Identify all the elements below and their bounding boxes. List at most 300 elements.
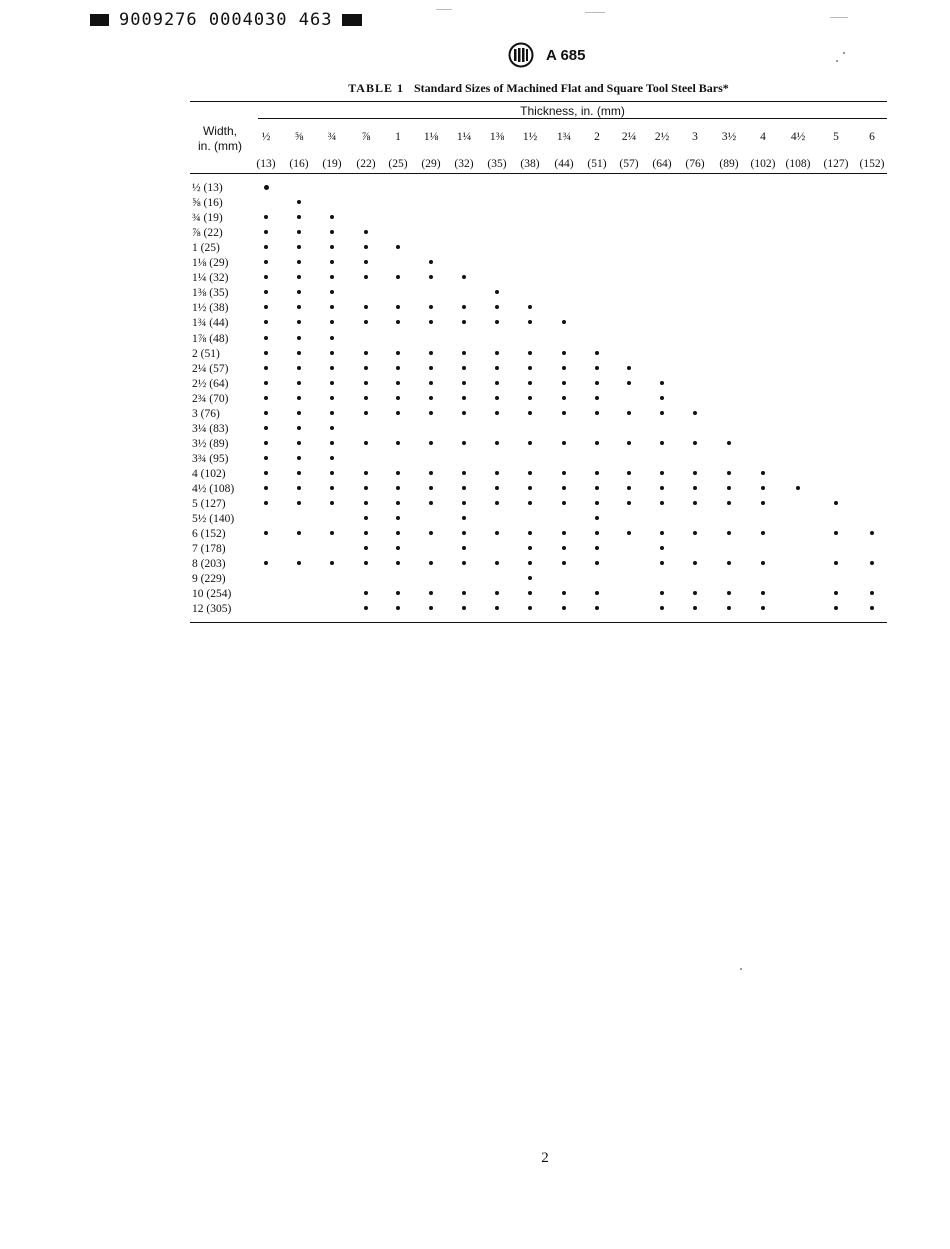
standard-size-dot xyxy=(364,245,368,249)
thickness-column-mm: (19) xyxy=(322,158,342,170)
standard-size-dot xyxy=(330,320,334,324)
width-row-label: 1¾ (44) xyxy=(192,317,229,330)
standard-size-dot xyxy=(495,320,499,324)
width-row-label: 1½ (38) xyxy=(192,302,229,315)
standard-size-dot xyxy=(364,486,368,490)
thickness-column-mm: (29) xyxy=(421,158,441,170)
thickness-column-mm: (22) xyxy=(356,158,376,170)
standard-size-dot xyxy=(264,366,268,370)
standard-size-dot xyxy=(429,471,433,475)
width-heading xyxy=(190,124,250,154)
width-row-label: 3 (76) xyxy=(192,407,220,420)
standard-size-dot xyxy=(627,411,631,415)
standard-size-dot xyxy=(396,351,400,355)
thickness-column-fraction: 1 xyxy=(395,131,401,143)
width-row-label: 8 (203) xyxy=(192,558,226,571)
standard-size-dot xyxy=(396,471,400,475)
standard-size-dot xyxy=(396,366,400,370)
standard-size-dot xyxy=(364,501,368,505)
standard-size-dot xyxy=(429,381,433,385)
standard-size-dot xyxy=(364,546,368,550)
standard-size-dot xyxy=(396,561,400,565)
standard-size-dot xyxy=(462,396,466,400)
thickness-column-fraction: 1⅜ xyxy=(489,131,505,143)
thickness-column-mm: (89) xyxy=(719,158,739,170)
width-row-label: 2½ (64) xyxy=(192,377,229,390)
thickness-column-mm: (38) xyxy=(520,158,540,170)
standard-size-dot xyxy=(595,501,599,505)
standard-size-dot xyxy=(562,396,566,400)
scan-speck xyxy=(740,968,742,970)
standard-size-dot xyxy=(396,305,400,309)
standard-size-dot xyxy=(660,591,664,595)
thickness-column-mm: (25) xyxy=(388,158,408,170)
standard-size-dot xyxy=(297,501,301,505)
standard-size-dot xyxy=(627,471,631,475)
standard-size-dot xyxy=(495,351,499,355)
standard-size-dot xyxy=(495,471,499,475)
thickness-column-fraction: 1¾ xyxy=(556,131,572,143)
standard-size-dot xyxy=(297,351,301,355)
standard-size-dot xyxy=(660,441,664,445)
standard-size-dot xyxy=(429,351,433,355)
standard-size-dot xyxy=(495,591,499,595)
width-row-label: 4½ (108) xyxy=(192,483,235,495)
thickness-column-fraction: 2 xyxy=(594,131,600,143)
standard-size-dot xyxy=(264,215,268,219)
standard-size-dot xyxy=(761,591,765,595)
width-row-label: ½ (13) xyxy=(192,182,223,194)
standard-size-dot xyxy=(429,396,433,400)
standard-size-dot xyxy=(396,516,400,520)
standard-size-dot xyxy=(727,441,731,445)
standard-size-dot xyxy=(364,320,368,324)
standard-size-dot xyxy=(364,396,368,400)
standard-size-dot xyxy=(595,561,599,565)
standard-size-dot xyxy=(528,606,532,610)
thickness-column-fraction: 4½ xyxy=(790,131,806,143)
width-row-label: 5 (127) xyxy=(192,498,226,511)
standard-size-dot xyxy=(562,411,566,415)
standard-size-dot xyxy=(528,381,532,385)
standard-size-dot xyxy=(330,381,334,385)
width-row-label: 1¼ (32) xyxy=(192,272,229,285)
standard-size-dot xyxy=(364,471,368,475)
standard-size-dot xyxy=(264,305,268,309)
standard-size-dot xyxy=(264,426,268,430)
standard-header xyxy=(508,42,585,68)
width-row-label: 5½ (140) xyxy=(192,513,235,526)
standard-size-dot xyxy=(796,486,800,490)
thickness-column-fraction: ¾ xyxy=(327,131,337,143)
standard-size-dot xyxy=(429,305,433,309)
standard-size-dot xyxy=(364,606,368,610)
standard-size-dot xyxy=(834,606,838,610)
standard-size-dot xyxy=(528,546,532,550)
document-id-strip xyxy=(90,10,362,30)
standard-size-dot xyxy=(264,245,268,249)
standard-size-dot xyxy=(264,396,268,400)
standard-size-dot xyxy=(495,561,499,565)
width-row-label: 1⅛ (29) xyxy=(192,257,229,270)
thickness-column-mm: (51) xyxy=(587,158,607,170)
standard-size-dot xyxy=(364,260,368,264)
scan-line xyxy=(436,9,452,10)
standard-size-dot xyxy=(495,441,499,445)
thickness-column-mm: (13) xyxy=(256,158,276,170)
standard-size-dot xyxy=(396,606,400,610)
standard-size-dot xyxy=(595,591,599,595)
standard-size-dot xyxy=(429,486,433,490)
standard-size-dot xyxy=(396,245,400,249)
standard-size-dot xyxy=(429,275,433,279)
width-row-label: 3¼ (83) xyxy=(192,422,229,435)
standard-size-dot xyxy=(264,561,268,565)
standard-size-dot xyxy=(761,561,765,565)
standard-size-dot xyxy=(364,531,368,535)
standard-size-dot xyxy=(595,606,599,610)
standard-size-dot xyxy=(264,320,268,324)
width-row-label: 1 (25) xyxy=(192,242,220,255)
standard-size-dot xyxy=(528,561,532,565)
standard-size-dot xyxy=(693,471,697,475)
standard-size-dot xyxy=(396,275,400,279)
standard-size-dot xyxy=(562,561,566,565)
standard-size-dot xyxy=(297,486,301,490)
standard-size-dot xyxy=(834,561,838,565)
standard-size-dot xyxy=(429,260,433,264)
standard-size-dot xyxy=(264,351,268,355)
standard-size-dot xyxy=(595,351,599,355)
standard-size-dot xyxy=(462,305,466,309)
table-label: TABLE 1 xyxy=(348,81,404,95)
standard-size-dot xyxy=(364,411,368,415)
standard-size-dot xyxy=(330,336,334,340)
width-row-label: 1⅜ (35) xyxy=(192,287,229,300)
standard-size-dot xyxy=(727,591,731,595)
thickness-column-fraction: 5 xyxy=(833,131,839,143)
standard-size-dot xyxy=(562,501,566,505)
standard-size-dot xyxy=(429,531,433,535)
standard-size-dot xyxy=(528,531,532,535)
standard-size-dot xyxy=(462,561,466,565)
standard-size-dot xyxy=(396,381,400,385)
standard-size-dot xyxy=(364,441,368,445)
standard-size-dot xyxy=(627,531,631,535)
barcode-bar-left xyxy=(90,14,109,26)
standard-size-dot xyxy=(660,396,664,400)
standard-size-dot xyxy=(761,501,765,505)
width-heading-line1: Width, xyxy=(202,124,237,138)
standard-size-dot xyxy=(330,260,334,264)
standard-size-dot xyxy=(330,275,334,279)
standard-size-dot xyxy=(595,381,599,385)
standard-size-dot xyxy=(297,471,301,475)
standard-size-dot xyxy=(495,305,499,309)
width-row-label: 7 (178) xyxy=(192,543,226,556)
standard-size-dot xyxy=(870,531,874,535)
standard-size-dot xyxy=(761,486,765,490)
standard-size-dot xyxy=(330,531,334,535)
standard-size-dot xyxy=(429,320,433,324)
standard-size-dot xyxy=(429,411,433,415)
standard-size-dot xyxy=(297,381,301,385)
standard-size-dot xyxy=(462,366,466,370)
standard-size-dot xyxy=(462,486,466,490)
standard-size-dot xyxy=(396,591,400,595)
standard-size-dot xyxy=(562,531,566,535)
standard-size-dot xyxy=(396,546,400,550)
standard-size-dot xyxy=(297,215,301,219)
standard-size-dot xyxy=(562,320,566,324)
thickness-column-mm: (152) xyxy=(859,158,885,170)
standard-size-dot xyxy=(660,381,664,385)
standard-size-dot xyxy=(834,531,838,535)
standard-size-dot xyxy=(562,441,566,445)
standard-size-dot xyxy=(595,471,599,475)
standard-size-dot xyxy=(429,561,433,565)
standard-size-dot xyxy=(462,411,466,415)
standard-size-dot xyxy=(462,381,466,385)
standard-size-dot xyxy=(330,501,334,505)
standard-size-dot xyxy=(364,230,368,234)
standard-size-dot xyxy=(297,290,301,294)
scan-speck xyxy=(836,60,838,62)
standard-size-dot xyxy=(462,351,466,355)
standard-size-dot xyxy=(462,546,466,550)
standard-size-dot xyxy=(528,471,532,475)
thickness-column-fraction: 4 xyxy=(760,131,766,143)
standard-size-dot xyxy=(595,486,599,490)
standard-size-dot xyxy=(562,351,566,355)
width-row-label: 2¼ (57) xyxy=(192,362,229,375)
standard-size-dot xyxy=(264,456,268,460)
standard-size-dot xyxy=(595,531,599,535)
standard-size-dot xyxy=(297,336,301,340)
standard-size-dot xyxy=(528,366,532,370)
standard-size-dot xyxy=(330,230,334,234)
standard-size-dot xyxy=(429,501,433,505)
standard-size-dot xyxy=(396,486,400,490)
width-row-label: 1⅞ (48) xyxy=(192,332,229,345)
thickness-column-fraction: 3½ xyxy=(721,131,737,143)
thickness-column-mm: (32) xyxy=(454,158,474,170)
standard-size-dot xyxy=(495,531,499,535)
thickness-column-fraction: 3 xyxy=(692,131,698,143)
standard-size-dot xyxy=(462,606,466,610)
thickness-column-fraction: 2½ xyxy=(654,131,670,143)
standard-size-dot xyxy=(870,606,874,610)
standard-size-dot xyxy=(562,486,566,490)
standard-size-dot xyxy=(660,561,664,565)
page-number: 2 xyxy=(541,1150,549,1166)
standard-size-dot xyxy=(462,591,466,595)
standard-size-dot xyxy=(495,501,499,505)
standard-size-dot xyxy=(297,305,301,309)
thickness-column-fraction: ⅞ xyxy=(361,131,371,143)
standard-size-dot xyxy=(528,305,532,309)
standard-size-dot xyxy=(562,591,566,595)
standard-size-dot xyxy=(330,411,334,415)
standard-size-dot xyxy=(264,411,268,415)
standard-size-dot xyxy=(297,441,301,445)
standard-size-dot xyxy=(660,411,664,415)
standard-size-dot xyxy=(330,366,334,370)
standard-size-dot xyxy=(330,290,334,294)
standard-size-dot xyxy=(727,606,731,610)
standard-size-dot xyxy=(693,606,697,610)
thickness-column-fraction: 1⅛ xyxy=(423,131,439,143)
standard-size-dot xyxy=(364,381,368,385)
standard-size-dot xyxy=(330,305,334,309)
thickness-column-fraction: 6 xyxy=(869,131,875,143)
width-row-label: ⅝ (16) xyxy=(192,197,223,210)
standard-size-dot xyxy=(429,591,433,595)
scan-line xyxy=(585,12,605,13)
table-bottom-rule xyxy=(190,622,887,623)
standard-size-dot xyxy=(761,471,765,475)
standard-size-dot xyxy=(330,441,334,445)
standard-size-dot xyxy=(693,561,697,565)
standard-size-dot xyxy=(297,411,301,415)
thickness-column-mm: (16) xyxy=(289,158,309,170)
standard-size-dot xyxy=(693,441,697,445)
standard-size-dot xyxy=(528,396,532,400)
width-row-label: ⅞ (22) xyxy=(192,227,223,240)
standard-size-dot xyxy=(528,351,532,355)
thickness-column-fraction: ½ xyxy=(261,131,271,143)
standard-size-dot xyxy=(396,396,400,400)
standard-size-dot xyxy=(462,531,466,535)
standard-size-dot xyxy=(727,531,731,535)
standard-size-dot xyxy=(264,185,269,190)
standard-size-dot xyxy=(562,381,566,385)
standard-size-dot xyxy=(429,606,433,610)
standard-size-dot xyxy=(528,501,532,505)
barcode-bar-right xyxy=(342,14,362,26)
standard-size-dot xyxy=(693,411,697,415)
standard-size-dot xyxy=(264,471,268,475)
standard-size-dot xyxy=(462,275,466,279)
thickness-column-mm: (57) xyxy=(619,158,639,170)
table-top-rule xyxy=(190,101,887,102)
width-row-label: 12 (305) xyxy=(192,603,232,616)
standard-size-dot xyxy=(562,366,566,370)
standard-size-dot xyxy=(429,441,433,445)
standard-size-dot xyxy=(693,486,697,490)
standard-size-dot xyxy=(297,531,301,535)
standard-size-dot xyxy=(330,245,334,249)
standard-size-dot xyxy=(364,591,368,595)
standard-size-dot xyxy=(297,230,301,234)
thickness-column-fraction: 1¼ xyxy=(456,131,472,143)
standard-size-dot xyxy=(627,441,631,445)
width-row-label: ¾ (19) xyxy=(192,212,223,225)
standard-size-dot xyxy=(627,381,631,385)
standard-size-dot xyxy=(495,366,499,370)
thickness-column-mm: (102) xyxy=(750,158,776,170)
width-row-label: 3½ (89) xyxy=(192,437,229,450)
standard-size-dot xyxy=(660,486,664,490)
header-bottom-rule xyxy=(190,173,887,174)
standard-size-dot xyxy=(462,516,466,520)
standard-size-dot xyxy=(595,396,599,400)
width-row-label: 2 (51) xyxy=(192,347,220,360)
standard-size-dot xyxy=(727,486,731,490)
thickness-column-mm: (108) xyxy=(785,158,811,170)
standard-size-dot xyxy=(396,501,400,505)
standard-size-dot xyxy=(727,501,731,505)
standard-designation: A 685 xyxy=(546,46,586,64)
standard-size-dot xyxy=(727,561,731,565)
standard-size-dot xyxy=(396,320,400,324)
standard-size-dot xyxy=(264,501,268,505)
standard-size-dot xyxy=(595,441,599,445)
thickness-heading: Thickness, in. (mm) xyxy=(520,104,625,118)
standard-size-dot xyxy=(297,426,301,430)
standard-size-dot xyxy=(870,591,874,595)
width-row-label: 10 (254) xyxy=(192,588,232,601)
standard-size-dot xyxy=(364,561,368,565)
standard-size-dot xyxy=(297,275,301,279)
standard-size-dot xyxy=(364,275,368,279)
standard-size-dot xyxy=(330,486,334,490)
standard-size-dot xyxy=(330,215,334,219)
standard-size-dot xyxy=(462,441,466,445)
standard-size-dot xyxy=(462,471,466,475)
standard-size-dot xyxy=(297,245,301,249)
standard-size-dot xyxy=(396,411,400,415)
thickness-column-mm: (76) xyxy=(685,158,705,170)
standard-size-dot xyxy=(660,531,664,535)
standard-size-dot xyxy=(693,501,697,505)
standard-size-dot xyxy=(297,200,301,204)
standard-size-dot xyxy=(495,396,499,400)
width-row-label: 6 (152) xyxy=(192,528,226,541)
width-row-label: 9 (229) xyxy=(192,573,226,586)
standard-size-dot xyxy=(528,411,532,415)
standard-size-dot xyxy=(727,471,731,475)
standard-size-dot xyxy=(495,290,499,294)
standard-size-dot xyxy=(834,501,838,505)
table-caption: Standard Sizes of Machined Flat and Square Tool Steel Bars* xyxy=(413,81,729,95)
standard-size-dot xyxy=(297,561,301,565)
standard-size-dot xyxy=(761,606,765,610)
standard-size-dot xyxy=(396,531,400,535)
standard-size-dot xyxy=(462,320,466,324)
standard-size-dot xyxy=(330,561,334,565)
standard-size-dot xyxy=(627,366,631,370)
standard-size-dot xyxy=(495,411,499,415)
standard-size-dot xyxy=(660,501,664,505)
thickness-column-mm: (127) xyxy=(823,158,849,170)
standard-size-dot xyxy=(264,441,268,445)
standard-size-dot xyxy=(495,381,499,385)
thickness-column-fraction: 1½ xyxy=(522,131,538,143)
table-title xyxy=(190,81,887,96)
standard-size-dot xyxy=(297,320,301,324)
standard-size-dot xyxy=(330,396,334,400)
thickness-column-mm: (35) xyxy=(487,158,507,170)
standard-size-dot xyxy=(660,606,664,610)
standard-size-dot xyxy=(364,305,368,309)
standard-size-dot xyxy=(562,546,566,550)
standard-size-dot xyxy=(562,471,566,475)
standard-size-dot xyxy=(595,546,599,550)
thickness-column-mm: (64) xyxy=(652,158,672,170)
standard-size-dot xyxy=(528,576,532,580)
standard-size-dot xyxy=(595,516,599,520)
